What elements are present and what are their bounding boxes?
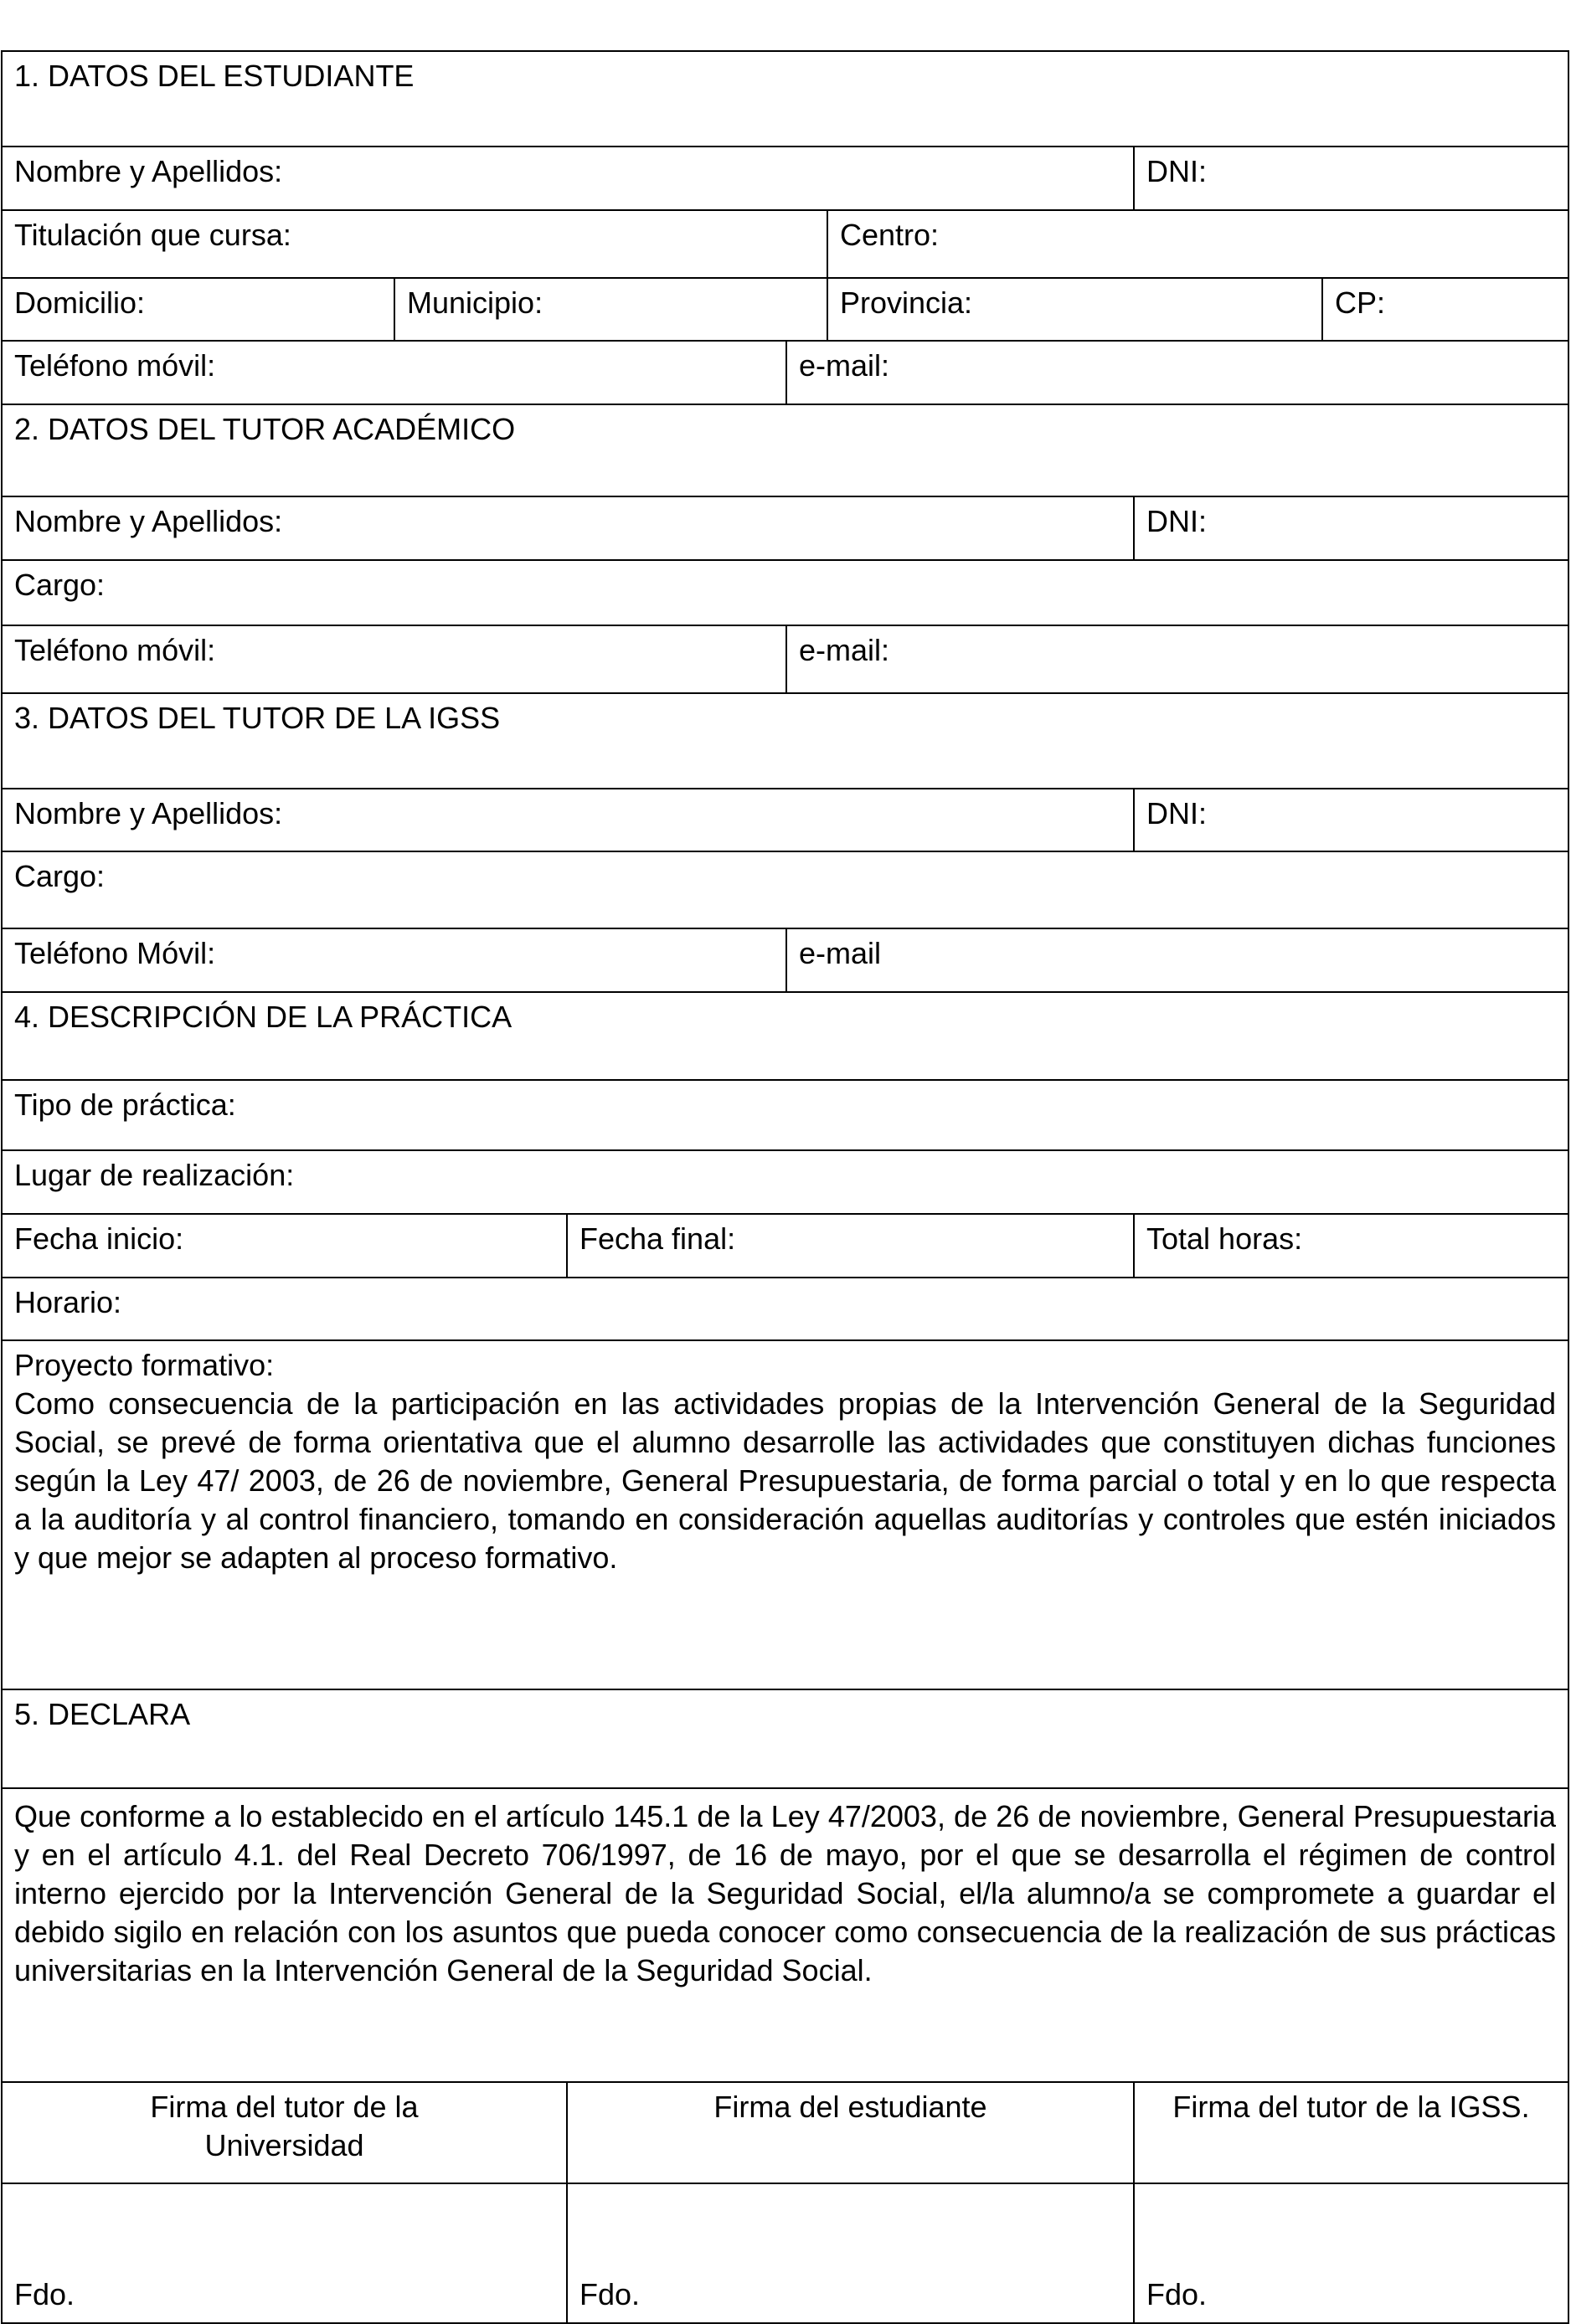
practice-type-field[interactable]: Tipo de práctica: (1, 1081, 1569, 1149)
igss-tutor-signature-label: Firma del tutor de la IGSS. (1133, 2083, 1569, 2183)
student-degree-field[interactable]: Titulación que cursa: (1, 211, 827, 277)
practice-form-table (1, 50, 1569, 2324)
academic-tutor-dni-field[interactable]: DNI: (1133, 497, 1569, 559)
university-tutor-signature-label: Firma del tutor de la Universidad (1, 2083, 566, 2183)
student-name-field[interactable]: Nombre y Apellidos: (1, 147, 1133, 209)
section-3-header (1, 694, 1569, 789)
practice-location-field[interactable]: Lugar de realización: (1, 1151, 1569, 1213)
section-5-header (1, 1690, 1569, 1789)
end-date-field[interactable]: Fecha final: (566, 1215, 1133, 1277)
student-center-field[interactable]: Centro: (827, 211, 1569, 277)
total-hours-field[interactable]: Total horas: (1133, 1215, 1569, 1277)
student-postal-code-field[interactable]: CP: (1321, 279, 1569, 340)
student-email-field[interactable]: e-mail: (786, 342, 1569, 404)
student-address-field[interactable]: Domicilio: (1, 279, 394, 340)
section-2-header (1, 405, 1569, 497)
start-date-field[interactable]: Fecha inicio: (1, 1215, 566, 1277)
section-title: 2. DATOS DEL TUTOR ACADÉMICO (1, 405, 1569, 496)
student-signature-label: Firma del estudiante (566, 2083, 1133, 2183)
university-tutor-signature-field[interactable] (1, 2184, 566, 2322)
igss-tutor-phone-field[interactable]: Teléfono Móvil: (1, 929, 786, 991)
igss-tutor-email-field[interactable]: e-mail (786, 929, 1569, 991)
academic-tutor-email-field[interactable]: e-mail: (786, 626, 1569, 692)
igss-tutor-signature-field[interactable] (1133, 2184, 1569, 2322)
academic-tutor-phone-field[interactable]: Teléfono móvil: (1, 626, 786, 692)
training-project (1, 1341, 1569, 1689)
student-municipality-field[interactable]: Municipio: (394, 279, 827, 340)
student-province-field[interactable]: Provincia: (827, 279, 1321, 340)
igss-tutor-name-field[interactable]: Nombre y Apellidos: (1, 789, 1133, 851)
academic-tutor-position-field[interactable]: Cargo: (1, 561, 1569, 625)
training-project-text: Como consecuencia de la participación en las actividades propias de la Intervención General de la Seguridad Social, se prevé de forma orientativa que el alumno desarrolle las actividades que constituyen dichas funciones según la Ley 47/ 2003, de 26 de noviembre, General Presupuestaria, de forma parcial o total y en lo que respecta a la auditoría y al control financiero, tomando en consideración aquellas auditorías y controles que estén iniciados y que mejor se adapten al proceso formativo. (14, 1386, 1556, 1575)
section-4-header (1, 993, 1569, 1081)
section-1-header (1, 52, 1569, 147)
schedule-field[interactable]: Horario: (1, 1278, 1569, 1339)
igss-tutor-position-field[interactable]: Cargo: (1, 852, 1569, 928)
section-title: 5. DECLARA (1, 1690, 1569, 1787)
student-dni-field[interactable]: DNI: (1133, 147, 1569, 209)
fdo-label: Fdo. (14, 2277, 75, 2311)
fdo-label: Fdo. (579, 2277, 641, 2311)
student-phone-field[interactable]: Teléfono móvil: (1, 342, 786, 404)
section-title: 4. DESCRIPCIÓN DE LA PRÁCTICA (1, 993, 1569, 1079)
fdo-label: Fdo. (1146, 2277, 1208, 2311)
igss-tutor-dni-field[interactable]: DNI: (1133, 789, 1569, 851)
declaration-text: Que conforme a lo establecido en el artículo 145.1 de la Ley 47/2003, de 26 de noviembre, General Presupuestaria y en el artículo 4.1. del Real Decreto 706/1997, de 16 de mayo, por el que se desarrolla el régimen de control interno ejercido por la Intervención General de la Seguridad Social, el/la alumno/a se compromete a guardar el debido sigilo en relación con los asuntos que pueda conocer como consecuencia de la realización de sus prácticas universitarias en la Intervención General de la Seguridad Social. (1, 1789, 1569, 2081)
section-title: 1. DATOS DEL ESTUDIANTE (1, 52, 1569, 146)
academic-tutor-name-field[interactable]: Nombre y Apellidos: (1, 497, 1133, 559)
section-title: 3. DATOS DEL TUTOR DE LA IGSS (1, 694, 1569, 788)
training-project-label: Proyecto formativo: (14, 1348, 275, 1382)
student-signature-field[interactable] (566, 2184, 1133, 2322)
